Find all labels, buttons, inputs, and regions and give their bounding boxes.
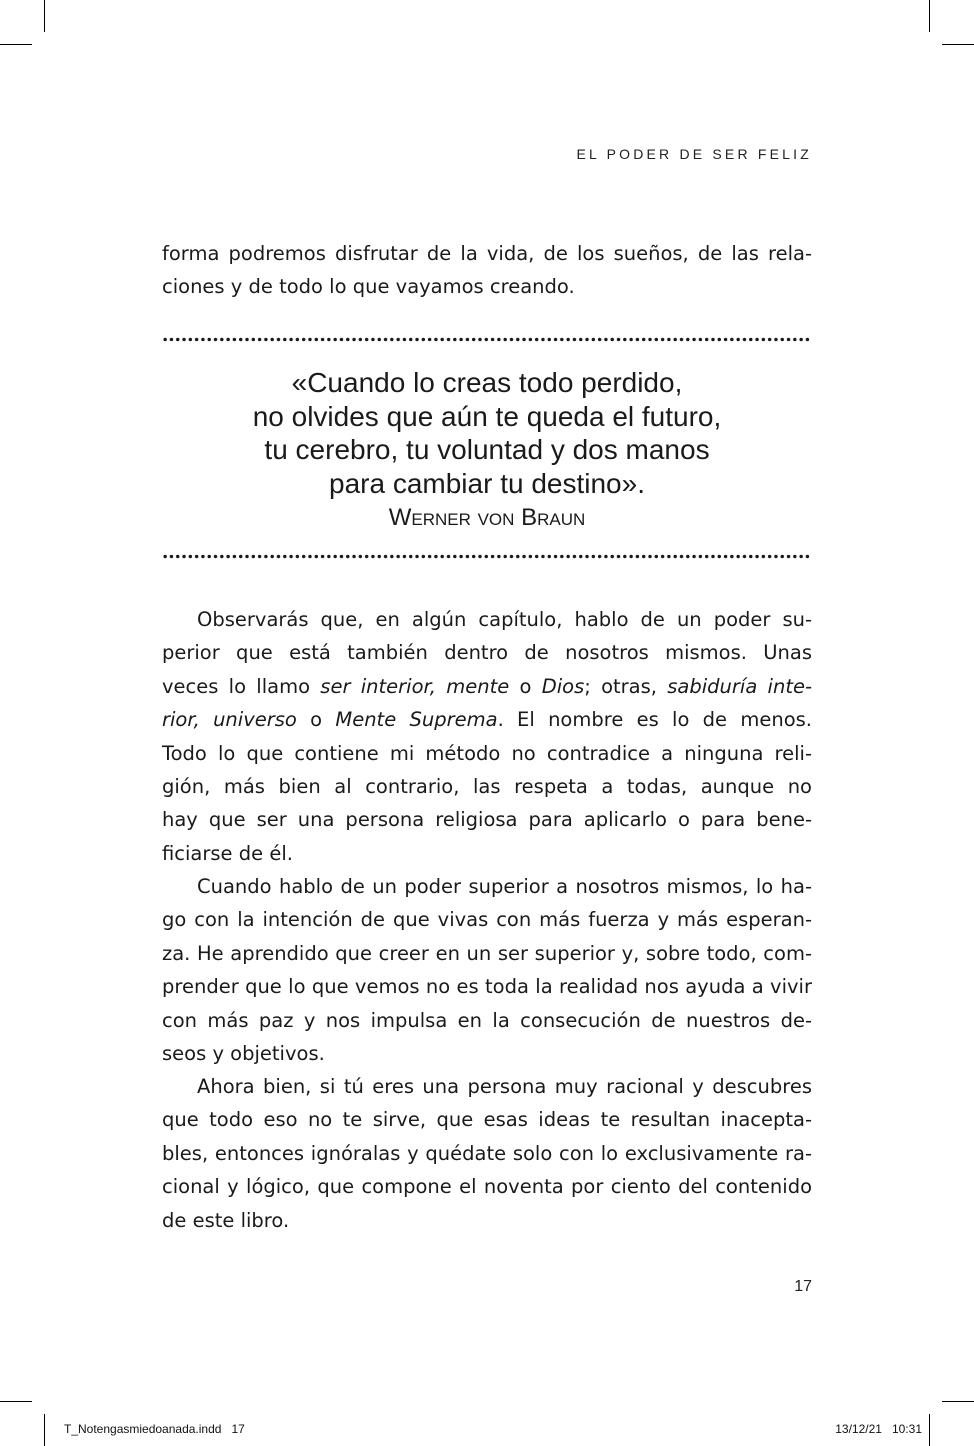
dotted-divider-top <box>162 337 812 342</box>
text-line: bles, entonces ignóralas y quédate solo con lo exclusivamente ra- <box>162 1141 812 1165</box>
text-line: za. He aprendido que creer en un ser superior y, sobre todo, com- <box>162 941 812 965</box>
crop-mark <box>929 1414 930 1446</box>
text-line: hay que ser una persona religiosa para aplicarlo o para bene- <box>162 808 812 832</box>
epigraph-quote <box>162 366 812 500</box>
page-number: 17 <box>794 1278 812 1295</box>
text-line: Todo lo que contiene mi método no contradice a ninguna reli- <box>162 741 812 765</box>
italic-term: Mente Suprema <box>335 708 498 732</box>
text-line: prender que lo que vemos no es toda la realidad nos ayuda a vivir <box>162 975 812 999</box>
crop-mark <box>942 1401 974 1402</box>
text-line: de este libro. <box>162 1208 290 1232</box>
text-line: perior que está también dentro de nosotros mismos. Unas <box>162 641 812 665</box>
text-run: veces lo llamo <box>162 674 321 698</box>
text-line: forma podremos disfrutar de la vida, de los sueños, de las rela- <box>162 242 812 265</box>
quote-author: Werner von Braun <box>388 504 586 531</box>
text-line: Observarás que, en algún capítulo, hablo de un poder su- <box>197 608 812 631</box>
quote-line: tu cerebro, tu voluntad y dos manos <box>264 434 710 465</box>
crop-mark <box>0 44 32 45</box>
dotted-divider-bottom <box>162 554 812 559</box>
text-line: que todo eso no te sirve, que esas ideas te resultan inacepta- <box>162 1108 812 1132</box>
text-line: seos y objetivos. <box>162 1041 325 1065</box>
italic-term: Dios <box>541 674 585 698</box>
text-line: ficiarse de él. <box>162 841 293 865</box>
text-run: o <box>509 674 542 698</box>
text-line <box>162 703 812 736</box>
body-paragraph-3 <box>162 1070 812 1237</box>
body-paragraph-2 <box>162 870 812 1070</box>
italic-term: ser interior, mente <box>320 674 510 698</box>
body-paragraph-1 <box>162 603 812 870</box>
italic-term: sabiduría inte- <box>667 674 813 698</box>
text-run: ; otras, <box>584 674 668 698</box>
crop-mark <box>929 0 930 32</box>
crop-mark <box>44 1414 45 1446</box>
slug-filename: T_Notengasmiedoanada.indd 17 <box>64 1422 245 1436</box>
slug-timestamp: 13/12/21 10:31 <box>835 1422 922 1436</box>
text-line: cional y lógico, que compone el noventa por ciento del contenido <box>162 1175 812 1199</box>
running-head: EL PODER DE SER FELIZ <box>576 146 812 162</box>
quote-line: para cambiar tu destino». <box>329 467 645 499</box>
crop-mark <box>44 0 45 32</box>
text-line: Ahora bien, si tú eres una persona muy racional y descubres <box>197 1075 812 1098</box>
crop-mark <box>0 1401 32 1402</box>
text-line: go con la intención de que vivas con más fuerza y más esperan- <box>162 908 812 932</box>
text-run: . El nombre es lo de menos. <box>497 708 812 732</box>
crop-mark <box>942 44 974 45</box>
text-line: gión, más bien al contrario, las respeta a todas, aunque no <box>162 774 812 798</box>
quote-line: «Cuando lo creas todo perdido, <box>291 367 683 398</box>
text-line: ciones y de todo lo que vayamos creando. <box>162 275 575 299</box>
text-line <box>162 670 812 703</box>
quote-line: no olvides que aún te queda el futuro, <box>252 400 722 432</box>
intro-paragraph <box>162 237 812 304</box>
text-line: Cuando hablo de un poder superior a nosotros mismos, lo ha- <box>197 875 812 898</box>
italic-term: rior, universo <box>162 708 297 732</box>
text-line: con más paz y nos impulsa en la consecución de nuestros de- <box>162 1008 812 1032</box>
text-run: o <box>296 708 336 732</box>
